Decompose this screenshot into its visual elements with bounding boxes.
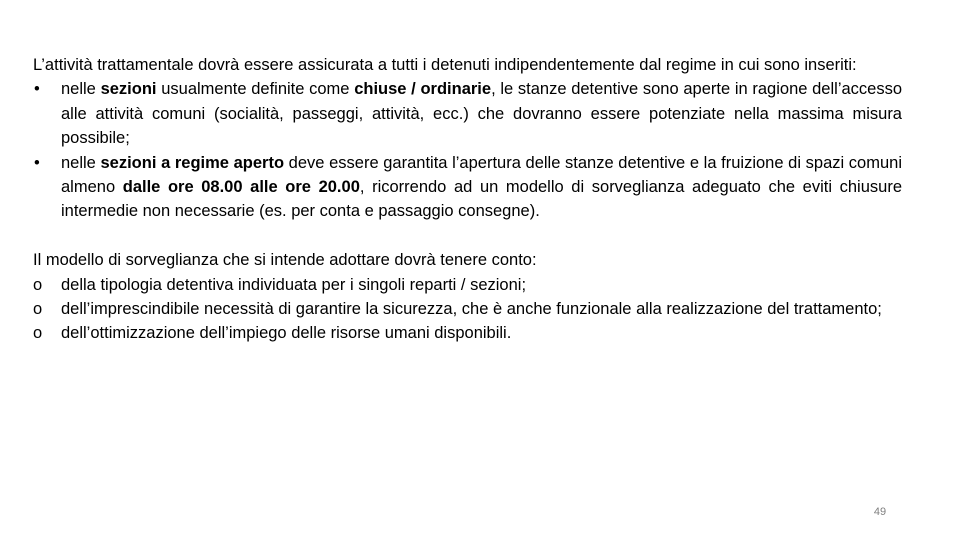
bold-text-run: sezioni a regime aperto bbox=[100, 153, 285, 172]
criteria-text: dell’imprescindibile necessità di garantire la sicurezza, che è anche funzionale alla realizzazione del trattamento; bbox=[61, 300, 882, 319]
paragraph-spacer bbox=[33, 224, 902, 248]
regime-bullet-list bbox=[33, 77, 902, 223]
bullet-text bbox=[61, 154, 902, 221]
criteria-item-typology bbox=[33, 273, 902, 297]
slide-body bbox=[33, 53, 902, 346]
criteria-text: della tipologia detentiva individuata per i singoli reparti / sezioni; bbox=[61, 275, 527, 294]
bullet-marker: • bbox=[34, 153, 40, 172]
bullet-text bbox=[61, 80, 902, 147]
circle-bullet-marker: o bbox=[33, 300, 43, 319]
text-run: usualmente definite come bbox=[156, 80, 355, 99]
text-run: nelle bbox=[61, 80, 101, 99]
criteria-text: dell’ottimizzazione dell’impiego delle risorse umani disponibili. bbox=[61, 324, 512, 343]
text-run: deve essere garantita l’apertura delle stanze detentive e la fruizione di spazi comuni almeno bbox=[61, 153, 902, 197]
criteria-item-security bbox=[33, 297, 902, 321]
bold-text-run: sezioni bbox=[100, 80, 157, 99]
circle-bullet-marker: o bbox=[33, 275, 43, 294]
text-run: , ricorrendo ad un modello di sorveglianza adeguato che eviti chiusure intermedie non necessarie (es. per conta e passaggio consegne). bbox=[61, 178, 902, 221]
circle-bullet-marker: o bbox=[33, 324, 43, 343]
intro-paragraph: L’attività trattamentale dovrà essere assicurata a tutti i detenuti indipendentemente dal regime in cui sono inseriti: bbox=[33, 56, 857, 74]
bold-text-run: dalle ore 08.00 alle ore 20.00 bbox=[122, 178, 360, 197]
bullet-item-closed-sections bbox=[33, 77, 902, 150]
bullet-item-open-regime bbox=[33, 151, 902, 224]
page-number: 49 bbox=[873, 506, 887, 518]
model-criteria-list bbox=[33, 273, 902, 346]
bullet-marker: • bbox=[34, 80, 40, 99]
text-run: nelle bbox=[61, 153, 101, 172]
bold-text-run: chiuse / ordinarie bbox=[354, 80, 492, 99]
criteria-item-resources bbox=[33, 321, 902, 345]
model-intro-paragraph: Il modello di sorveglianza che si intende adottare dovrà tenere conto: bbox=[33, 251, 537, 270]
text-run: , le stanze detentive sono aperte in ragione dell’accesso alle attività comuni (socialità, passeggi, attività, ecc.) che dovranno essere potenziate nella massima misura possibile; bbox=[61, 80, 903, 148]
